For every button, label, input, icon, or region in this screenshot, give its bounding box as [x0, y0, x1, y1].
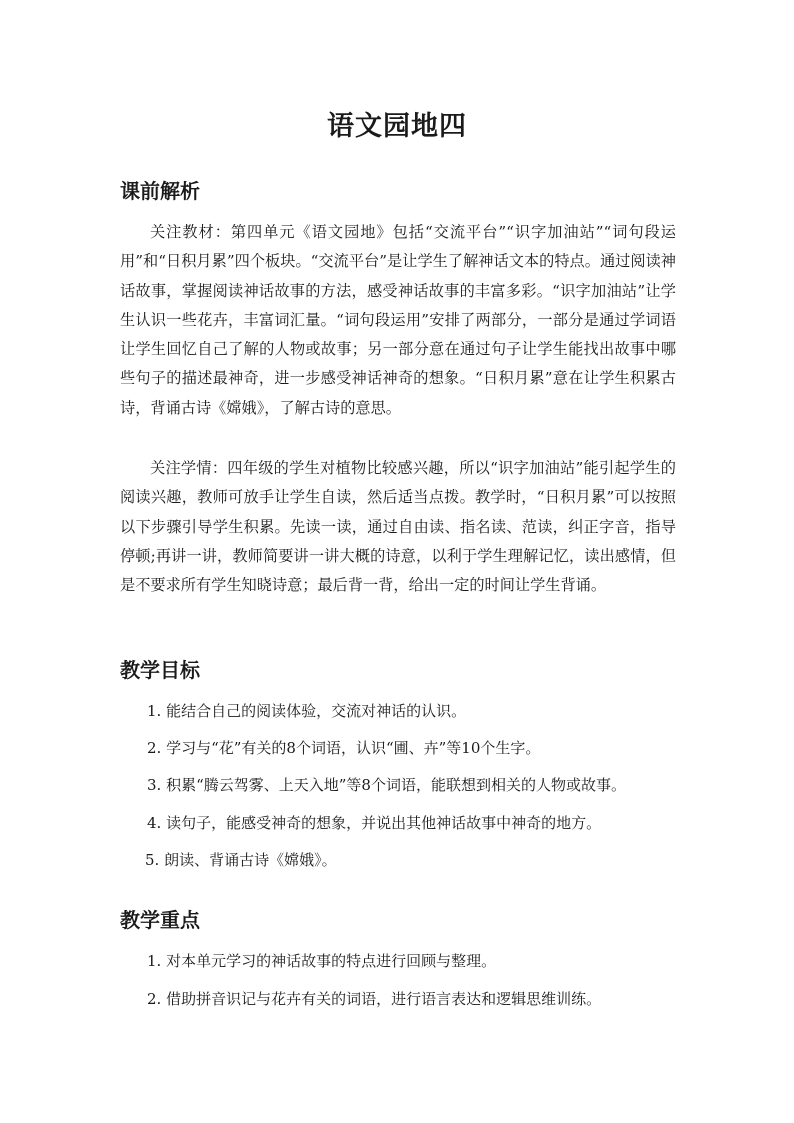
list-item: 1. 对本单元学习的神话故事的特点进行回顾与整理。: [147, 952, 497, 970]
list-item: 5. 朗读、背诵古诗《嫦娥》。: [145, 851, 337, 869]
list-item: 2. 借助拼音识记与花卉有关的词语，进行语言表达和逻辑思维训练。: [147, 990, 602, 1008]
paragraph-textbook-focus: 关注教材：第四单元《语文园地》包括“交流平台”“识字加油站”“词句段运用”和“日积月累”四个板块。“交流平台”是让学生了解神话文本的特点。通过阅读神话故事，掌握阅读神话故事的方法，感受神话故事的丰富多彩。“识字加油站”让学生认识一些花卉，丰富词汇量。“词句段运用”安排了两部分，一部分是通过学词语让学生回忆自己了解的人物或故事；另一部分意在通过句子让学生能找出故事中哪些句子的描述最神奇，进一步感受神话神奇的想象。“日积月累”意在让学生积累古诗，背诵古诗《嫦娥》，了解古诗的意思。: [120, 223, 676, 417]
list-item: 2. 学习与“花”有关的8个词语，认识“圃、卉”等10个生字。: [147, 739, 541, 757]
page-title: 语文园地四: [327, 111, 467, 142]
section-heading-teaching-goals: 教学目标: [120, 658, 200, 682]
list-item: 3. 积累“腾云驾雾、上天入地”等8个词语，能联想到相关的人物或故事。: [147, 776, 626, 794]
list-item: 4. 读句子，能感受神奇的想象，并说出其他神话故事中神奇的地方。: [147, 814, 602, 832]
paragraph-student-focus: 关注学情：四年级的学生对植物比较感兴趣，所以“识字加油站”能引起学生的阅读兴趣，教师可放手让学生自读，然后适当点拨。教学时，“日积月累”可以按照以下步骤引导学生积累。先读一读，通过自由读、指名读、范读，纠正字音，指导停顿;再讲一讲，教师简要讲一讲大概的诗意，以利于学生理解记忆，读出感情，但是不要求所有学生知晓诗意；最后背一背，给出一定的时间让学生背诵。: [120, 459, 676, 595]
list-item: 1. 能结合自己的阅读体验，交流对神话的认识。: [147, 702, 467, 720]
section-heading-teaching-focus: 教学重点: [120, 908, 200, 932]
section-heading-pre-analysis: 课前解析: [120, 179, 200, 203]
